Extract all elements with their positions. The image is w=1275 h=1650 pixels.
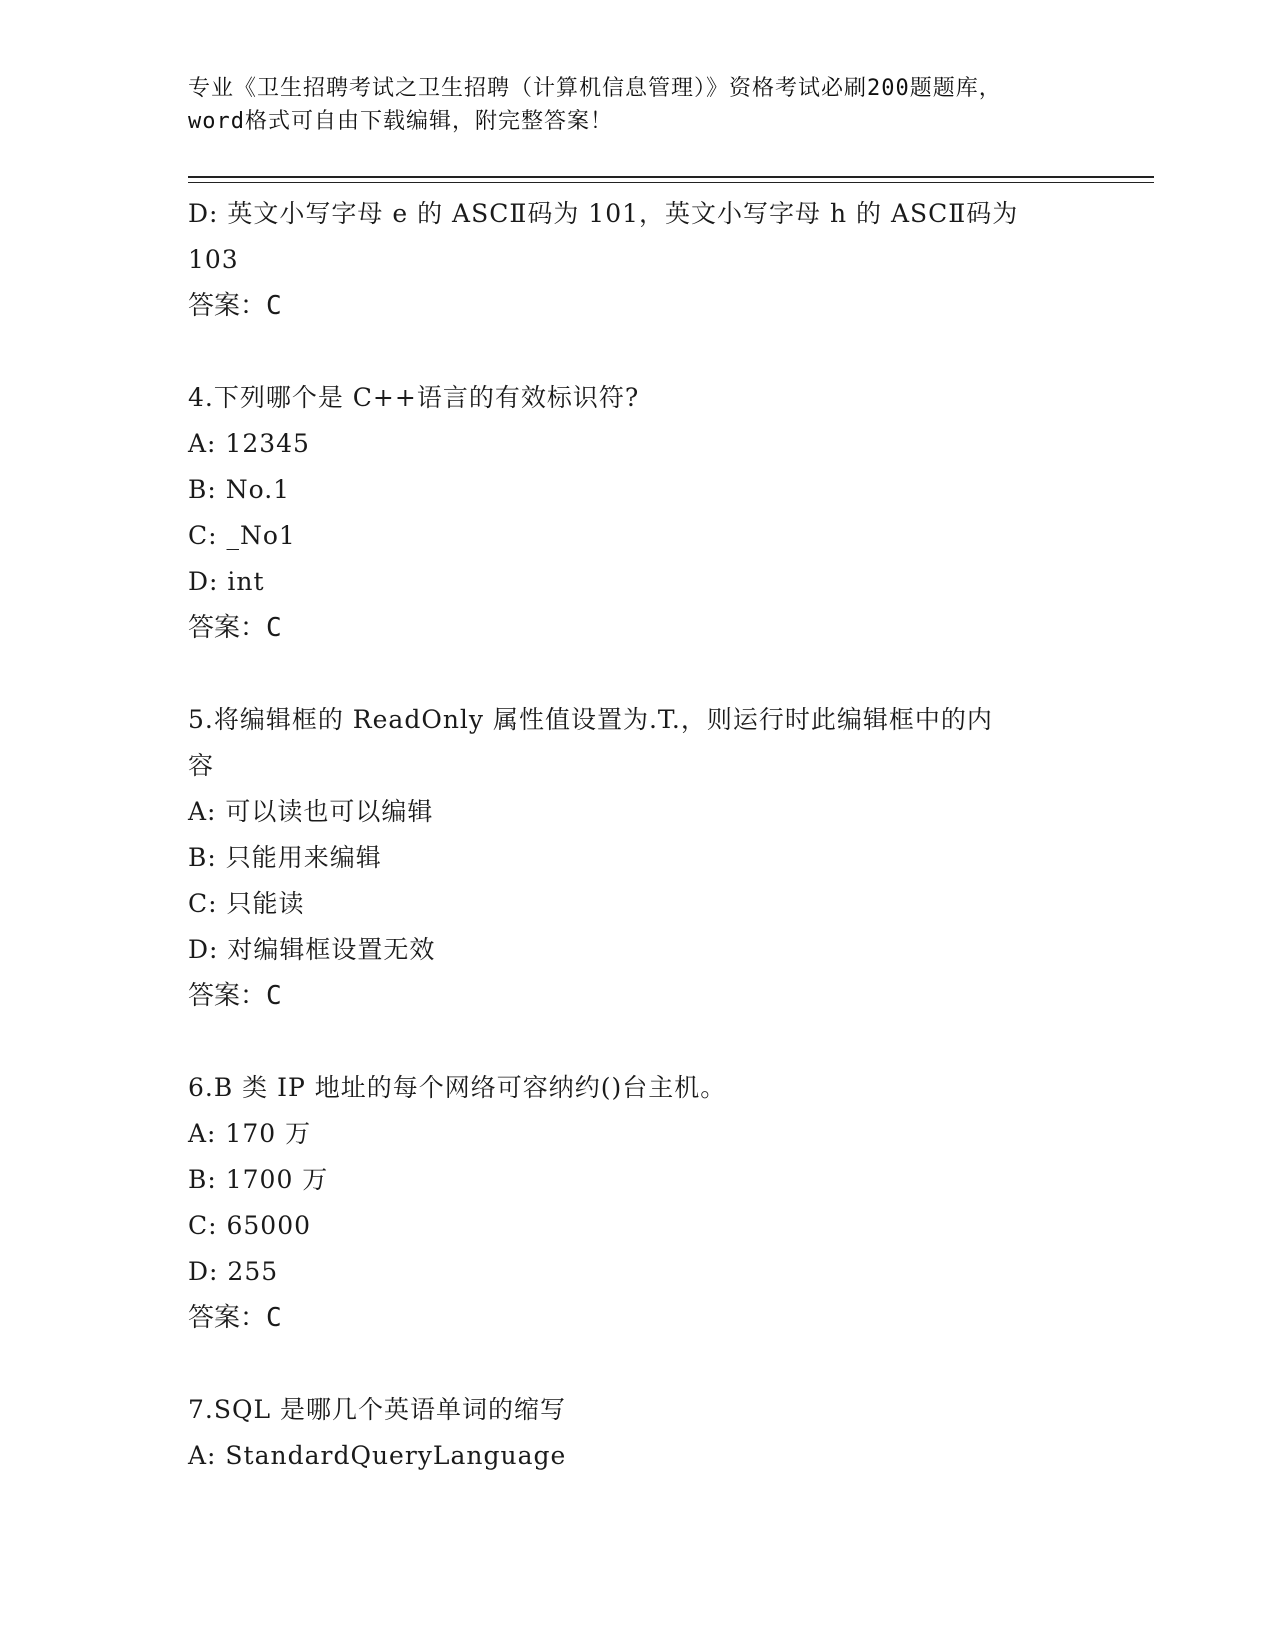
question-5-option-d: D: 对编辑框设置无效: [188, 935, 436, 964]
question-5-option-c: C: 只能读: [188, 889, 305, 918]
question-4-option-d: D: int: [188, 567, 265, 596]
question-4: [188, 375, 1088, 651]
question-4-stem: 4.下列哪个是 C++语言的有效标识符?: [188, 383, 640, 412]
question-4-option-c: C: _No1: [188, 521, 296, 550]
question-6-stem: 6.B 类 IP 地址的每个网络可容纳约()台主机。: [188, 1073, 727, 1102]
header-line-2: word格式可自由下载编辑，附完整答案！: [188, 109, 613, 134]
question-7: [188, 1387, 1088, 1479]
question-6-option-b: B: 1700 万: [188, 1165, 329, 1194]
question-3-option-d: D: 英文小写字母 e 的 ASCⅡ码为 101，英文小写字母 h 的 ASCⅡ码为: [188, 199, 1019, 228]
question-7-stem: 7.SQL 是哪几个英语单词的缩写: [188, 1395, 567, 1424]
question-3-answer: 答案：C: [188, 291, 282, 321]
question-5: [188, 697, 1088, 1019]
question-list: [188, 191, 1088, 1479]
question-6-option-a: A: 170 万: [188, 1119, 312, 1148]
question-5-option-a: A: 可以读也可以编辑: [188, 797, 434, 826]
header-divider-bottom: [188, 182, 1154, 183]
question-6-option-d: D: 255: [188, 1257, 279, 1286]
header-line-1: 专业《卫生招聘考试之卫生招聘（计算机信息管理）》资格考试必刷200题题库，: [188, 76, 1002, 101]
question-7-option-a: A: StandardQueryLanguage: [188, 1441, 567, 1470]
question-3-partial: [188, 191, 1088, 329]
question-3-option-d-cont: 103: [188, 245, 239, 274]
question-6-option-c: C: 65000: [188, 1211, 312, 1240]
question-5-option-b: B: 只能用来编辑: [188, 843, 382, 872]
question-6: [188, 1065, 1088, 1341]
question-5-stem: 5.将编辑框的 ReadOnly 属性值设置为.T.，则运行时此编辑框中的内: [188, 705, 993, 734]
question-5-stem-cont: 容: [188, 751, 215, 780]
question-4-option-a: A: 12345: [188, 429, 310, 458]
question-6-answer: 答案：C: [188, 1303, 282, 1333]
document-header: [188, 72, 1088, 138]
question-4-option-b: B: No.1: [188, 475, 291, 504]
header-divider-top: [188, 176, 1154, 178]
question-5-answer: 答案：C: [188, 981, 282, 1011]
question-4-answer: 答案：C: [188, 613, 282, 643]
